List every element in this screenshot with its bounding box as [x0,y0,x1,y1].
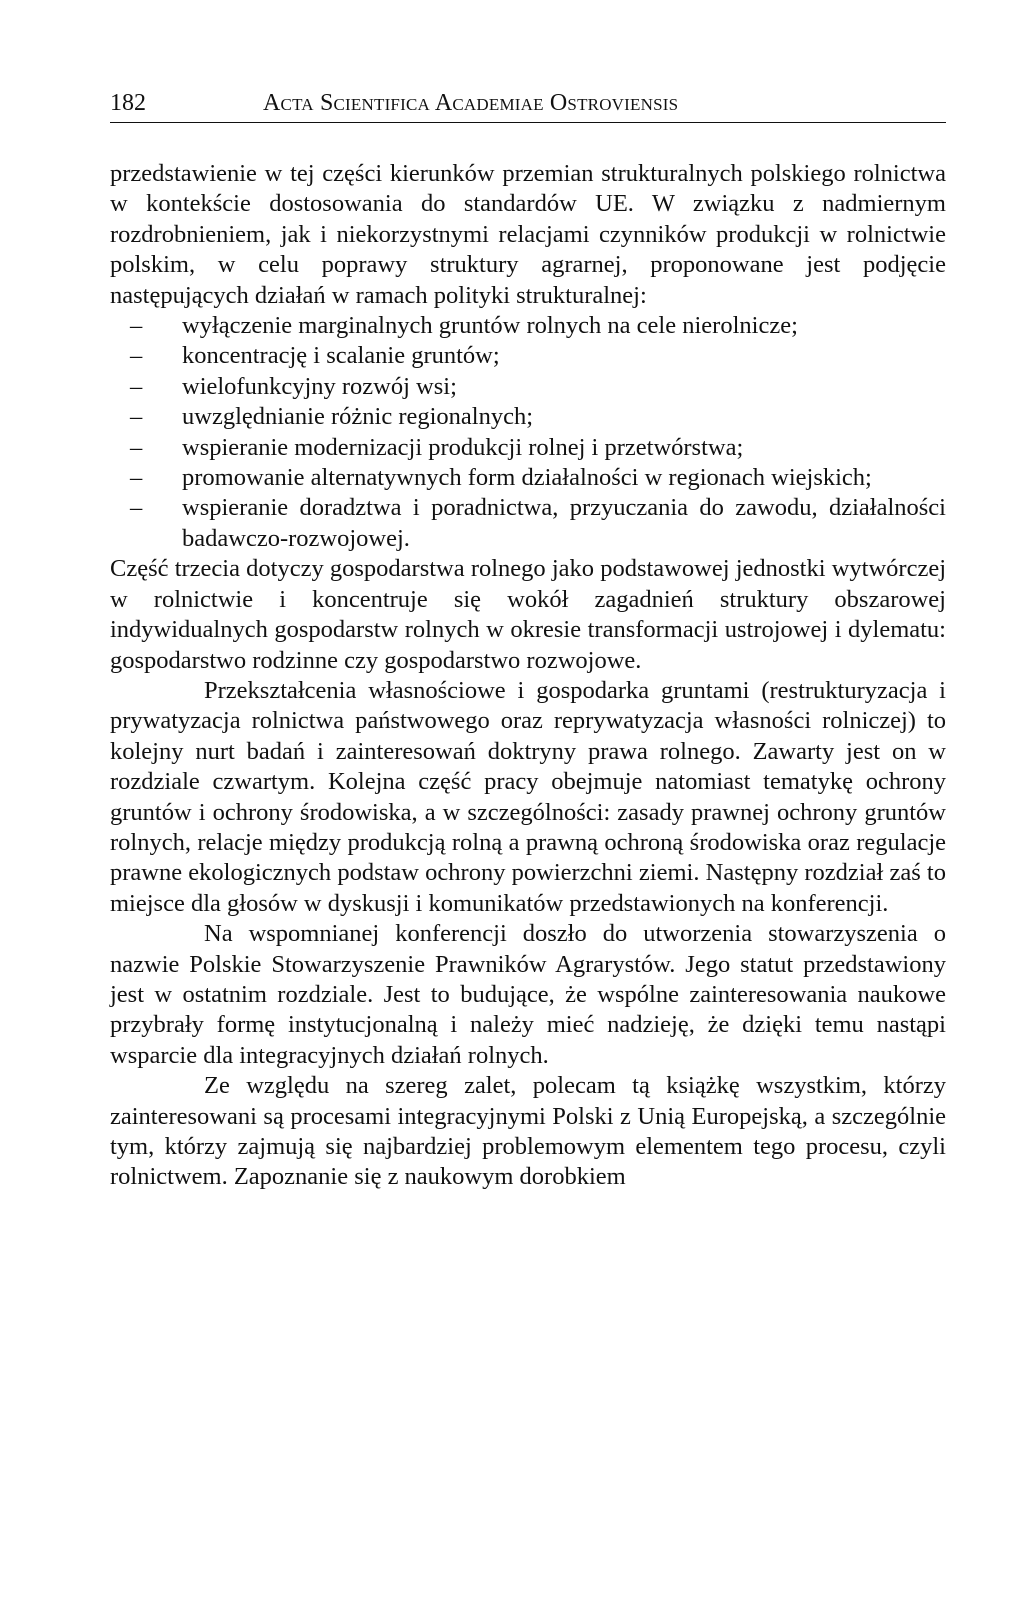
list-dash: – [130,494,143,522]
body-text [110,159,946,1193]
list-item [110,311,946,341]
list-item-text: uwzględnianie różnic regionalnych; [182,403,534,431]
list-item [110,372,946,402]
journal-title: Acta Scientifica Academiae Ostroviensis [263,90,679,116]
list-item-text: wspieranie doradztwa i poradnictwa, przyuczania do zawodu, działalności badawczo-rozwojowej. [182,494,946,552]
list-item-text: wielofunkcyjny rozwój wsi; [182,372,457,400]
list-dash: – [130,464,143,492]
list-item [110,341,946,371]
paragraph-recommendation: Ze względu na szereg zalet, polecam tą książkę wszystkim, którzy zainteresowani są procesami integracyjnymi Polski z Unią Europejską, a szczególnie tym, którzy zajmują się najbardziej problemowym elementem tego procesu, czyli rolnictwem. Zapoznanie się z naukowym dorobkiem [110,1072,946,1191]
paragraph-ownership-transformation: Przekształcenia własnościowe i gospodarka gruntami (restrukturyzacja i prywatyzacja rolnictwa państwowego oraz reprywatyzacja własności rolniczej) to kolejny nurt badań i zainteresowań doktryny prawa rolnego. Zawarty jest on w rozdziale czwartym. Kolejna część pracy obejmuje natomiast tematykę ochrony gruntów i ochrony środowiska, a w szczególności: zasady prawnej ochrony gruntów rolnych, relacje między produkcją rolną a prawną ochroną środowiska oraz regulacje prawne ekologicznych podstaw ochrony powierzchni ziemi. Następny rozdział zaś to miejsce dla głosów w dyskusji i komunikatów przedstawionych na konferencji. [110,676,946,917]
paragraph-association: Na wspomnianej konferencji doszło do utworzenia stowarzyszenia o nazwie Polskie Stowarzyszenie Prawników Agrarystów. Jego statut przedstawiony jest w ostatnim rozdziale. Jest to budujące, że wspólne zainteresowania naukowe przybrały formę instytucjonalną i należy mieć nadzieję, że dzięki temu nastąpi wsparcie dla integracyjnych działań rolnych. [110,920,946,1069]
list-dash: – [130,342,143,370]
list-dash: – [130,403,143,431]
list-item [110,493,946,554]
list-item-text: promowanie alternatywnych form działalności w regionach wiejskich; [182,464,872,492]
paragraph-part-three: Część trzecia dotyczy gospodarstwa rolnego jako podstawowej jednostki wytwórczej w rolnictwie i koncentruje się wokół zagadnień struktury obszarowej indywidualnych gospodarstw rolnych w okresie transformacji ustrojowej i dylematu: gospodarstwo rodzinne czy gospodarstwo rozwojowe. [110,555,946,674]
list-dash: – [130,312,143,340]
list-dash: – [130,372,143,400]
list-item [110,433,946,463]
policy-actions-list [110,311,946,554]
list-dash: – [130,433,143,461]
list-item-text: koncentrację i scalanie gruntów; [182,342,500,370]
intro-paragraph: przedstawienie w tej części kierunków przemian strukturalnych polskiego rolnictwa w kontekście dostosowania do standardów UE. W związku z nadmiernym rozdrobnieniem, jak i niekorzystnymi relacjami czynników produkcji w rolnictwie polskim, w celu poprawy struktury agrarnej, proponowane jest podjęcie następujących działań w ramach polityki strukturalnej: [110,160,946,309]
list-item [110,463,946,493]
page-number: 182 [110,90,146,116]
list-item-text: wyłączenie marginalnych gruntów rolnych na cele nierolnicze; [182,312,798,340]
running-header [110,88,946,123]
list-item [110,402,946,432]
list-item-text: wspieranie modernizacji produkcji rolnej i przetwórstwa; [182,433,744,461]
